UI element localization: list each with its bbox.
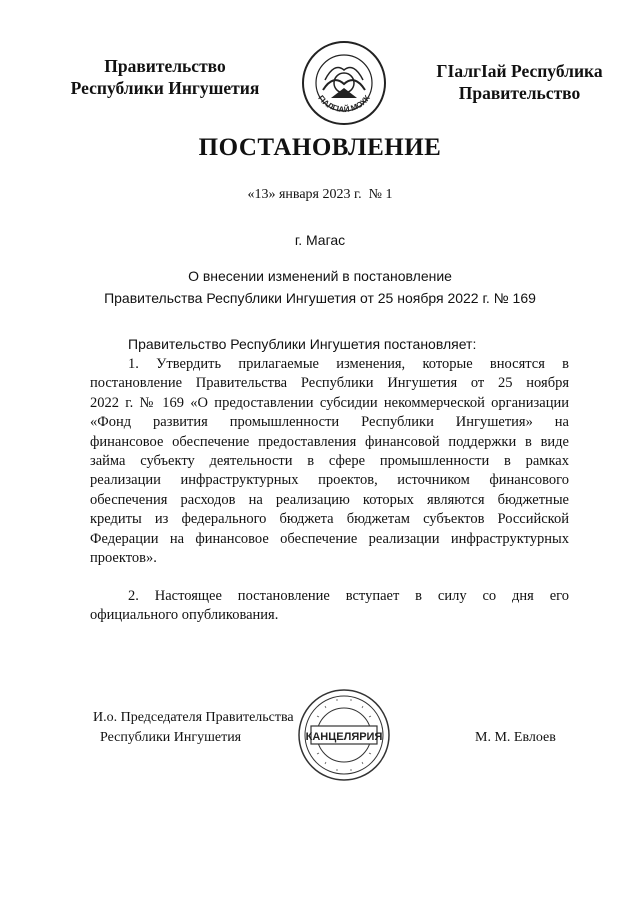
paragraph-line: 2. Настоящее постановление вступает в силу со дня его [128, 588, 569, 604]
signatory-position-line1: И.о. Председателя Правительства [93, 710, 294, 725]
paragraph-1 [90, 355, 569, 568]
paragraph-line: официального опубликования. [90, 607, 279, 624]
document-title: ПОСТАНОВЛЕНИЕ [198, 134, 442, 161]
header-right-line2: Правительство [458, 83, 581, 103]
paragraph-line: «Фонд развития промышленности Республики Ингушетия» на [90, 414, 569, 431]
header-right-block [412, 60, 627, 104]
document-city: г. Магас [294, 232, 346, 248]
paragraph-line: обеспечения расходов на реализацию которых являются бюджетные [90, 491, 569, 508]
document-subject [0, 265, 640, 309]
signatory-name: М. М. Евлоев [475, 730, 556, 745]
emblem-top-text [301, 40, 387, 42]
document-date: «13» января 2023 г. № 1 [247, 187, 393, 202]
signatory-position-line2: Республики Ингушетия [100, 730, 242, 745]
header-right-line1: ГIалгIай Республика [436, 61, 603, 81]
paragraph-line: кредиты из федерального бюджета бюджетам субъектов Российской [90, 511, 569, 528]
paragraph-line: займа субъекту деятельности в сфере промышленности в рамках [90, 452, 569, 469]
subject-line1: О внесении изменений в постановление [188, 268, 452, 284]
preamble: Правительство Республики Ингушетия постановляет: [128, 336, 477, 352]
office-stamp [297, 688, 391, 782]
paragraph-line: 2022 г. № 169 «О предоставлении субсидии некоммерческой организации [90, 394, 569, 411]
paragraph-line: 1. Утвердить прилагаемые изменения, которые вносятся в [128, 356, 569, 372]
header-left-block [55, 55, 275, 99]
emblem-bottom-text: ГIАЛГIАЙ МОХК [316, 93, 372, 115]
header-left-line2: Республики Ингушетия [70, 78, 260, 98]
stamp-text: КАНЦЕЛЯРИЯ [305, 731, 383, 743]
paragraph-line: реализации инфраструктурных проектов, источником финансового [90, 472, 569, 489]
paragraph-line: проектов». [90, 549, 157, 566]
paragraph-line: постановление Правительства Республики Ингушетия от 25 ноября [90, 375, 569, 392]
paragraph-line: финансовое обеспечение предоставления финансовой поддержки в виде [90, 433, 569, 450]
subject-line2: Правительства Республики Ингушетия от 25 ноября 2022 г. № 169 [104, 290, 536, 306]
paragraph-line: Федерации на финансовое обеспечение реализации инфраструктурных [90, 530, 569, 547]
header-left-line1: Правительство [104, 56, 226, 76]
republic-emblem-seal [301, 40, 387, 126]
paragraph-2 [90, 587, 569, 626]
